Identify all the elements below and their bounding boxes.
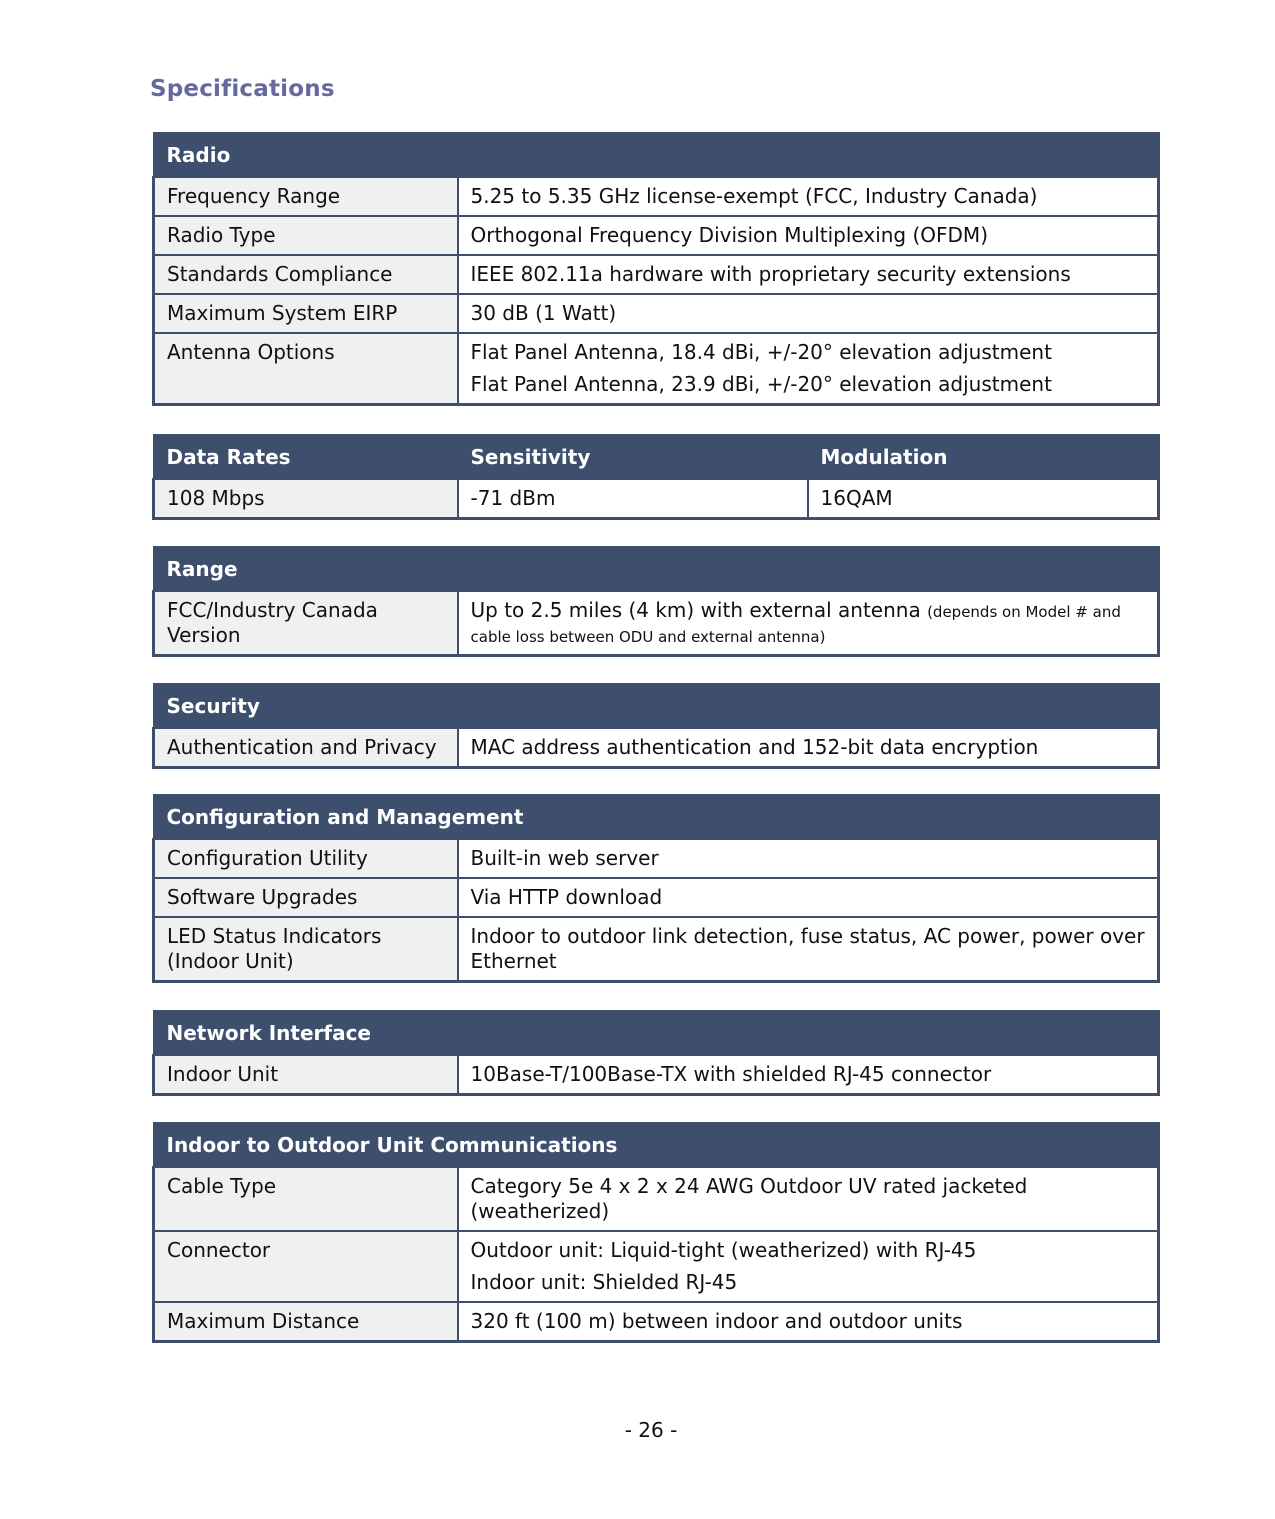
table-row bbox=[154, 177, 1159, 216]
spec-value: 320 ft (100 m) between indoor and outdoor units bbox=[458, 1302, 1159, 1342]
spec-label: Software Upgrades bbox=[154, 878, 458, 917]
spec-value: 5.25 to 5.35 GHz license-exempt (FCC, Industry Canada) bbox=[458, 177, 1159, 216]
spec-value bbox=[458, 1231, 1159, 1302]
config-table bbox=[152, 794, 1160, 983]
table-row bbox=[154, 728, 1159, 768]
spec-label: Indoor Unit bbox=[154, 1055, 458, 1095]
spec-value bbox=[458, 333, 1159, 405]
range-value: Up to 2.5 miles (4 km) with external antenna bbox=[470, 598, 921, 622]
comms-header: Indoor to Outdoor Unit Communications bbox=[154, 1123, 1159, 1167]
sensitivity-value: -71 dBm bbox=[458, 479, 808, 519]
table-row bbox=[154, 917, 1159, 982]
spec-value: Orthogonal Frequency Division Multiplexing (OFDM) bbox=[458, 216, 1159, 255]
security-header: Security bbox=[154, 684, 1159, 728]
spec-label: Frequency Range bbox=[154, 177, 458, 216]
network-header: Network Interface bbox=[154, 1011, 1159, 1055]
table-row bbox=[154, 878, 1159, 917]
spec-label: Standards Compliance bbox=[154, 255, 458, 294]
spec-label: Maximum System EIRP bbox=[154, 294, 458, 333]
config-header: Configuration and Management bbox=[154, 795, 1159, 839]
data-rates-header: Data Rates bbox=[154, 435, 458, 479]
network-table bbox=[152, 1010, 1160, 1096]
spec-label: Radio Type bbox=[154, 216, 458, 255]
spec-value: Built-in web server bbox=[458, 839, 1159, 878]
spec-value: Indoor to outdoor link detection, fuse status, AC power, power over Ethernet bbox=[458, 917, 1159, 982]
sensitivity-header: Sensitivity bbox=[458, 435, 808, 479]
radio-table bbox=[152, 132, 1160, 406]
comms-table bbox=[152, 1122, 1160, 1343]
spec-label: Maximum Distance bbox=[154, 1302, 458, 1342]
table-row bbox=[154, 1302, 1159, 1342]
spec-value: IEEE 802.11a hardware with proprietary security extensions bbox=[458, 255, 1159, 294]
spec-label: FCC/Industry Canada Version bbox=[154, 591, 458, 656]
spec-value: MAC address authentication and 152-bit data encryption bbox=[458, 728, 1159, 768]
range-header: Range bbox=[154, 547, 1159, 591]
table-row bbox=[154, 1167, 1159, 1231]
spec-value-line: Flat Panel Antenna, 18.4 dBi, +/-20° elevation adjustment bbox=[470, 340, 1052, 364]
spec-value bbox=[458, 591, 1159, 656]
data-rate-value: 108 Mbps bbox=[154, 479, 458, 519]
spec-label: LED Status Indicators (Indoor Unit) bbox=[154, 917, 458, 982]
table-row bbox=[154, 1231, 1159, 1302]
radio-header: Radio bbox=[154, 133, 1159, 177]
modulation-value: 16QAM bbox=[808, 479, 1159, 519]
spec-value-line: Outdoor unit: Liquid-tight (weatherized) with RJ-45 bbox=[470, 1238, 977, 1262]
range-table bbox=[152, 546, 1160, 657]
spec-value: Category 5e 4 x 2 x 24 AWG Outdoor UV rated jacketed (weatherized) bbox=[458, 1167, 1159, 1231]
spec-value-line: Flat Panel Antenna, 23.9 dBi, +/-20° elevation adjustment bbox=[470, 372, 1052, 396]
spec-label: Cable Type bbox=[154, 1167, 458, 1231]
security-table bbox=[152, 683, 1160, 769]
spec-label: Connector bbox=[154, 1231, 458, 1302]
table-row bbox=[154, 216, 1159, 255]
spec-label: Configuration Utility bbox=[154, 839, 458, 878]
modulation-header: Modulation bbox=[808, 435, 1159, 479]
table-row bbox=[154, 1055, 1159, 1095]
spec-value: 30 dB (1 Watt) bbox=[458, 294, 1159, 333]
table-row bbox=[154, 479, 1159, 519]
table-row bbox=[154, 839, 1159, 878]
data-rates-table bbox=[152, 434, 1160, 520]
spec-value: 10Base-T/100Base-TX with shielded RJ-45 connector bbox=[458, 1055, 1159, 1095]
spec-value-line: Indoor unit: Shielded RJ-45 bbox=[470, 1270, 738, 1294]
table-row bbox=[154, 294, 1159, 333]
table-row bbox=[154, 333, 1159, 405]
table-row bbox=[154, 591, 1159, 656]
table-row bbox=[154, 255, 1159, 294]
page-title: Specifications bbox=[150, 76, 335, 102]
range-note: (depends on Model # and cable loss between ODU and external antenna) bbox=[470, 603, 1121, 646]
page-number: - 26 - bbox=[624, 1418, 678, 1442]
spec-label: Authentication and Privacy bbox=[154, 728, 458, 768]
spec-value: Via HTTP download bbox=[458, 878, 1159, 917]
spec-label: Antenna Options bbox=[154, 333, 458, 405]
